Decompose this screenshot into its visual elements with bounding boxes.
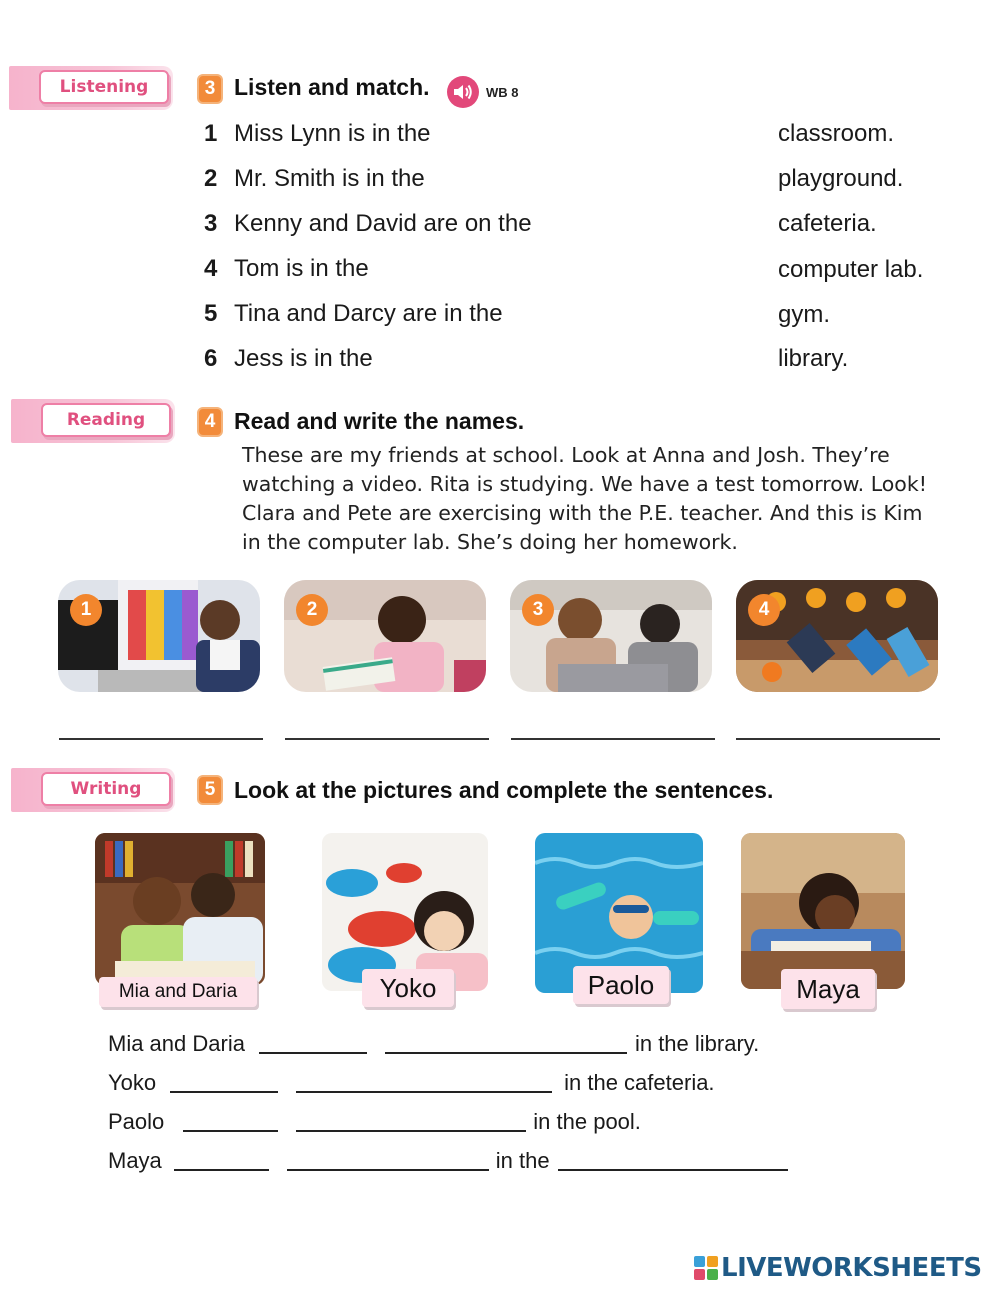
verb-blank[interactable] (183, 1112, 278, 1132)
statement-number: 5 (204, 300, 218, 327)
photo-cafeteria (322, 833, 488, 991)
match-option[interactable]: library. (778, 345, 849, 372)
sleeping-illustration (741, 833, 905, 989)
statement-number: 2 (204, 165, 218, 192)
statement-number: 4 (204, 255, 218, 282)
answer-input-2[interactable] (285, 738, 489, 740)
place-blank[interactable] (558, 1151, 788, 1171)
library-illustration (95, 833, 265, 985)
brand-grid-icon (694, 1256, 718, 1280)
photo-studying (284, 580, 486, 692)
writing-tag-label: Writing (41, 772, 171, 806)
photo-classroom-sleeping (741, 833, 905, 989)
photo-library (95, 833, 265, 985)
match-statement (204, 254, 369, 284)
photo-number-badge: 1 (70, 594, 102, 626)
photo-exercising (736, 580, 938, 692)
statement-number: 6 (204, 345, 218, 372)
match-statement (204, 119, 431, 149)
match-option[interactable]: gym. (778, 301, 831, 328)
name-label-paolo: Paolo (573, 966, 669, 1004)
writing-instruction: Look at the pictures and complete the sentences. (234, 777, 774, 803)
liveworksheets-logo (694, 1253, 982, 1283)
brand-name: LIVEWORKSHEETS (721, 1253, 982, 1283)
sentence-ending: in the library. (634, 1031, 760, 1056)
sentence-subject: Paolo (108, 1109, 165, 1134)
cafeteria-illustration (322, 833, 488, 991)
photo-number-badge: 2 (296, 594, 328, 626)
verb-blank[interactable] (170, 1073, 278, 1093)
exercise-number-badge: 3 (197, 74, 223, 104)
sentence-ending: in the (495, 1148, 550, 1173)
match-option[interactable]: cafeteria. (778, 210, 877, 237)
verb-blank[interactable] (259, 1034, 367, 1054)
sentence-row (108, 1108, 641, 1136)
workbook-reference: WB 8 (486, 85, 519, 100)
speaker-icon[interactable] (447, 76, 479, 108)
answer-input-3[interactable] (511, 738, 715, 740)
activity-blank[interactable] (287, 1151, 489, 1171)
activity-blank[interactable] (296, 1112, 526, 1132)
name-label-mia-daria: Mia and Daria (99, 977, 257, 1007)
statement-text: Tom is in the (234, 255, 369, 282)
match-option[interactable]: classroom. (778, 120, 895, 147)
sentence-subject: Yoko (108, 1070, 157, 1095)
name-label-yoko: Yoko (362, 969, 454, 1007)
exercise-number-badge: 4 (197, 407, 223, 437)
activity-blank[interactable] (385, 1034, 627, 1054)
speaker-glyph (452, 83, 474, 101)
answer-input-1[interactable] (59, 738, 263, 740)
activity-blank[interactable] (296, 1073, 552, 1093)
listening-instruction: Listen and match. (234, 74, 430, 100)
match-option[interactable]: playground. (778, 165, 904, 192)
listening-tag-label: Listening (39, 70, 169, 104)
name-label-maya: Maya (781, 969, 875, 1009)
photo-number-badge: 4 (748, 594, 780, 626)
match-statement (204, 209, 532, 239)
match-statement (204, 164, 425, 194)
match-statement (204, 344, 373, 374)
photo-watching-video (510, 580, 712, 692)
photo-computer-lab (58, 580, 260, 692)
reading-section-tag (11, 399, 175, 443)
statement-text: Mr. Smith is in the (234, 165, 425, 192)
statement-text: Jess is in the (234, 345, 373, 372)
match-statement (204, 299, 503, 329)
answer-input-4[interactable] (736, 738, 940, 740)
statement-number: 3 (204, 210, 218, 237)
sentence-row (108, 1030, 759, 1058)
statement-text: Miss Lynn is in the (234, 120, 431, 147)
match-option[interactable]: computer lab. (778, 256, 924, 283)
sentence-row (108, 1069, 715, 1097)
exercise-number-badge: 5 (197, 775, 223, 805)
photo-number-badge: 3 (522, 594, 554, 626)
sentence-ending: in the cafeteria. (564, 1070, 715, 1095)
writing-section-tag (11, 768, 175, 812)
statement-text: Kenny and David are on the (234, 210, 532, 237)
reading-tag-label: Reading (41, 403, 171, 437)
reading-passage: These are my friends at school. Look at Anna and Josh. They’re watching a video. Rita is studying. We have a test tomorrow. Look! Clara and Pete are exercising with the P.E. teacher. And this is Kim in the computer lab. She’s doing her homework. (242, 443, 927, 554)
listening-section-tag (9, 66, 173, 110)
sentence-row (108, 1147, 788, 1175)
reading-instruction: Read and write the names. (234, 408, 525, 434)
verb-blank[interactable] (174, 1151, 269, 1171)
statement-text: Tina and Darcy are in the (234, 300, 503, 327)
sentence-subject: Maya (108, 1148, 162, 1173)
sentence-ending: in the pool. (533, 1109, 641, 1134)
sentence-subject: Mia and Daria (108, 1031, 245, 1056)
statement-number: 1 (204, 120, 218, 147)
